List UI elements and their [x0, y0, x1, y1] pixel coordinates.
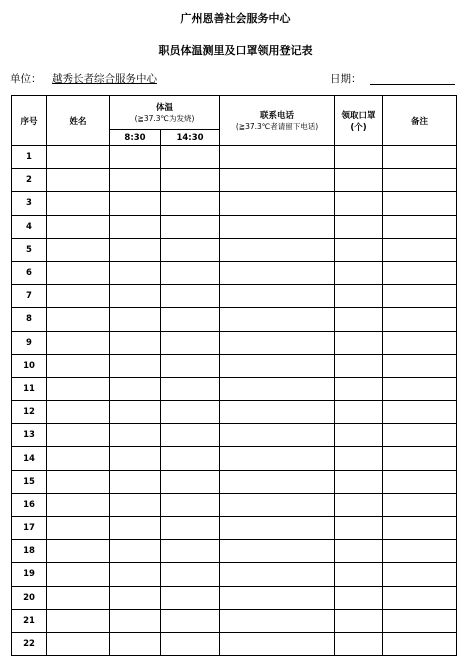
temp-1430-cell[interactable]	[161, 586, 220, 609]
row-index: 7	[12, 285, 47, 308]
row-index: 8	[12, 308, 47, 331]
header-remark: 备注	[383, 96, 457, 146]
row-index: 5	[12, 238, 47, 261]
header-mask	[335, 96, 383, 146]
remark-cell[interactable]	[383, 540, 457, 563]
remark-cell[interactable]	[383, 447, 457, 470]
header-temperature-label: 体温	[156, 103, 174, 113]
temp-1430-cell[interactable]	[161, 331, 220, 354]
name-cell[interactable]	[47, 493, 110, 516]
table-row	[12, 609, 457, 632]
unit-value: 越秀长者综合服务中心	[52, 73, 157, 85]
temp-1430-cell[interactable]	[161, 238, 220, 261]
temp-1430-cell[interactable]	[161, 401, 220, 424]
temp-830-cell[interactable]	[110, 609, 161, 632]
mask-cell[interactable]	[335, 632, 383, 655]
header-index: 序号	[12, 96, 47, 146]
header-name: 姓名	[47, 96, 110, 146]
remark-cell[interactable]	[383, 238, 457, 261]
table-row	[12, 192, 457, 215]
mask-cell[interactable]	[335, 470, 383, 493]
mask-cell[interactable]	[335, 354, 383, 377]
document-subtitle: 职员体温测里及口罩领用登记表	[158, 44, 313, 57]
table-row	[12, 261, 457, 284]
row-index: 19	[12, 563, 47, 586]
phone-cell[interactable]	[220, 215, 335, 238]
remark-cell[interactable]	[383, 285, 457, 308]
temp-830-cell[interactable]	[110, 470, 161, 493]
row-index: 2	[12, 169, 47, 192]
remark-cell[interactable]	[383, 470, 457, 493]
name-cell[interactable]	[47, 401, 110, 424]
remark-cell[interactable]	[383, 377, 457, 400]
remark-cell[interactable]	[383, 169, 457, 192]
temp-1430-cell[interactable]	[161, 377, 220, 400]
remark-cell[interactable]	[383, 493, 457, 516]
name-cell[interactable]	[47, 563, 110, 586]
header-mask-unit: (个)	[350, 122, 367, 133]
remark-cell[interactable]	[383, 215, 457, 238]
temp-830-cell[interactable]	[110, 447, 161, 470]
header-temperature	[110, 96, 220, 130]
table-row	[12, 238, 457, 261]
phone-cell[interactable]	[220, 517, 335, 540]
mask-cell[interactable]	[335, 331, 383, 354]
mask-cell[interactable]	[335, 192, 383, 215]
name-cell[interactable]	[47, 238, 110, 261]
row-index: 20	[12, 586, 47, 609]
phone-cell[interactable]	[220, 308, 335, 331]
row-index: 4	[12, 215, 47, 238]
mask-cell[interactable]	[335, 377, 383, 400]
temp-1430-cell[interactable]	[161, 424, 220, 447]
phone-cell[interactable]	[220, 540, 335, 563]
table-row	[12, 377, 457, 400]
unit-label: 单位：	[10, 73, 42, 85]
mask-cell[interactable]	[335, 586, 383, 609]
temp-830-cell[interactable]	[110, 401, 161, 424]
temp-830-cell[interactable]	[110, 540, 161, 563]
phone-cell[interactable]	[220, 261, 335, 284]
temp-1430-cell[interactable]	[161, 192, 220, 215]
phone-cell[interactable]	[220, 447, 335, 470]
temp-1430-cell[interactable]	[161, 354, 220, 377]
name-cell[interactable]	[47, 609, 110, 632]
document-title: 广州恩善社会服务中心	[180, 12, 291, 25]
temp-1430-cell[interactable]	[161, 261, 220, 284]
row-index: 16	[12, 493, 47, 516]
phone-cell[interactable]	[220, 192, 335, 215]
mask-cell[interactable]	[335, 517, 383, 540]
name-cell[interactable]	[47, 169, 110, 192]
header-time-2: 14:30	[161, 130, 220, 146]
name-cell[interactable]	[47, 632, 110, 655]
temp-830-cell[interactable]	[110, 331, 161, 354]
table-row	[12, 540, 457, 563]
name-cell[interactable]	[47, 586, 110, 609]
mask-cell[interactable]	[335, 261, 383, 284]
table-row	[12, 563, 457, 586]
table-row	[12, 632, 457, 655]
name-cell[interactable]	[47, 331, 110, 354]
table-body	[12, 146, 457, 656]
name-cell[interactable]	[47, 540, 110, 563]
temp-830-cell[interactable]	[110, 261, 161, 284]
mask-cell[interactable]	[335, 447, 383, 470]
row-index: 9	[12, 331, 47, 354]
name-cell[interactable]	[47, 285, 110, 308]
remark-cell[interactable]	[383, 192, 457, 215]
phone-cell[interactable]	[220, 146, 335, 169]
name-cell[interactable]	[47, 354, 110, 377]
row-index: 12	[12, 401, 47, 424]
temp-1430-cell[interactable]	[161, 517, 220, 540]
header-phone-label: 联系电话	[260, 111, 295, 121]
header-time-1: 8:30	[110, 130, 161, 146]
temp-830-cell[interactable]	[110, 215, 161, 238]
header-temperature-note: (≧37.3℃为发烧)	[134, 114, 195, 123]
temp-1430-cell[interactable]	[161, 308, 220, 331]
date-field-line[interactable]	[370, 84, 455, 85]
name-cell[interactable]	[47, 470, 110, 493]
table-row	[12, 470, 457, 493]
mask-cell[interactable]	[335, 238, 383, 261]
phone-cell[interactable]	[220, 169, 335, 192]
table-row	[12, 146, 457, 169]
mask-cell[interactable]	[335, 401, 383, 424]
mask-cell[interactable]	[335, 493, 383, 516]
temp-830-cell[interactable]	[110, 308, 161, 331]
remark-cell[interactable]	[383, 517, 457, 540]
temp-1430-cell[interactable]	[161, 285, 220, 308]
temp-1430-cell[interactable]	[161, 563, 220, 586]
temp-830-cell[interactable]	[110, 424, 161, 447]
remark-cell[interactable]	[383, 632, 457, 655]
row-index: 13	[12, 424, 47, 447]
name-cell[interactable]	[47, 424, 110, 447]
table-row	[12, 493, 457, 516]
row-index: 10	[12, 354, 47, 377]
phone-cell[interactable]	[220, 470, 335, 493]
remark-cell[interactable]	[383, 609, 457, 632]
name-cell[interactable]	[47, 308, 110, 331]
row-index: 6	[12, 261, 47, 284]
remark-cell[interactable]	[383, 563, 457, 586]
name-cell[interactable]	[47, 377, 110, 400]
mask-cell[interactable]	[335, 563, 383, 586]
table-row	[12, 215, 457, 238]
remark-cell[interactable]	[383, 354, 457, 377]
row-index: 22	[12, 632, 47, 655]
table-row	[12, 424, 457, 447]
temp-1430-cell[interactable]	[161, 609, 220, 632]
mask-cell[interactable]	[335, 169, 383, 192]
temp-1430-cell[interactable]	[161, 540, 220, 563]
remark-cell[interactable]	[383, 586, 457, 609]
phone-cell[interactable]	[220, 238, 335, 261]
mask-cell[interactable]	[335, 285, 383, 308]
temp-1430-cell[interactable]	[161, 169, 220, 192]
phone-cell[interactable]	[220, 632, 335, 655]
date-label: 日期：	[330, 73, 362, 85]
temp-830-cell[interactable]	[110, 285, 161, 308]
row-index: 15	[12, 470, 47, 493]
header-mask-label: 领取口罩	[341, 110, 376, 121]
table-row	[12, 331, 457, 354]
temp-1430-cell[interactable]	[161, 447, 220, 470]
phone-cell[interactable]	[220, 285, 335, 308]
mask-cell[interactable]	[335, 308, 383, 331]
phone-cell[interactable]	[220, 609, 335, 632]
temp-830-cell[interactable]	[110, 238, 161, 261]
row-index: 18	[12, 540, 47, 563]
phone-cell[interactable]	[220, 331, 335, 354]
phone-cell[interactable]	[220, 354, 335, 377]
phone-cell[interactable]	[220, 377, 335, 400]
name-cell[interactable]	[47, 447, 110, 470]
name-cell[interactable]	[47, 146, 110, 169]
row-index: 3	[12, 192, 47, 215]
phone-cell[interactable]	[220, 401, 335, 424]
temp-1430-cell[interactable]	[161, 215, 220, 238]
table-row	[12, 285, 457, 308]
temp-830-cell[interactable]	[110, 586, 161, 609]
temp-1430-cell[interactable]	[161, 493, 220, 516]
row-index: 11	[12, 377, 47, 400]
temp-1430-cell[interactable]	[161, 632, 220, 655]
name-cell[interactable]	[47, 517, 110, 540]
remark-cell[interactable]	[383, 401, 457, 424]
table-row	[12, 354, 457, 377]
table-row	[12, 308, 457, 331]
temp-830-cell[interactable]	[110, 354, 161, 377]
table-row	[12, 401, 457, 424]
temp-830-cell[interactable]	[110, 563, 161, 586]
row-index: 21	[12, 609, 47, 632]
mask-cell[interactable]	[335, 609, 383, 632]
temp-830-cell[interactable]	[110, 192, 161, 215]
remark-cell[interactable]	[383, 331, 457, 354]
temp-830-cell[interactable]	[110, 377, 161, 400]
temp-830-cell[interactable]	[110, 493, 161, 516]
mask-cell[interactable]	[335, 215, 383, 238]
name-cell[interactable]	[47, 215, 110, 238]
header-phone-note: (≧37.3℃者请留下电话)	[235, 122, 319, 131]
remark-cell[interactable]	[383, 308, 457, 331]
header-phone	[220, 96, 335, 146]
row-index: 14	[12, 447, 47, 470]
mask-cell[interactable]	[335, 146, 383, 169]
phone-cell[interactable]	[220, 563, 335, 586]
phone-cell[interactable]	[220, 586, 335, 609]
table-row	[12, 447, 457, 470]
phone-cell[interactable]	[220, 493, 335, 516]
remark-cell[interactable]	[383, 424, 457, 447]
name-cell[interactable]	[47, 192, 110, 215]
registration-table	[11, 95, 457, 656]
row-index: 1	[12, 146, 47, 169]
temp-1430-cell[interactable]	[161, 470, 220, 493]
temp-830-cell[interactable]	[110, 517, 161, 540]
phone-cell[interactable]	[220, 424, 335, 447]
table-row	[12, 586, 457, 609]
temp-830-cell[interactable]	[110, 632, 161, 655]
mask-cell[interactable]	[335, 540, 383, 563]
mask-cell[interactable]	[335, 424, 383, 447]
remark-cell[interactable]	[383, 146, 457, 169]
temp-830-cell[interactable]	[110, 169, 161, 192]
temp-830-cell[interactable]	[110, 146, 161, 169]
temp-1430-cell[interactable]	[161, 146, 220, 169]
table-row	[12, 517, 457, 540]
name-cell[interactable]	[47, 261, 110, 284]
row-index: 17	[12, 517, 47, 540]
remark-cell[interactable]	[383, 261, 457, 284]
table-row	[12, 169, 457, 192]
